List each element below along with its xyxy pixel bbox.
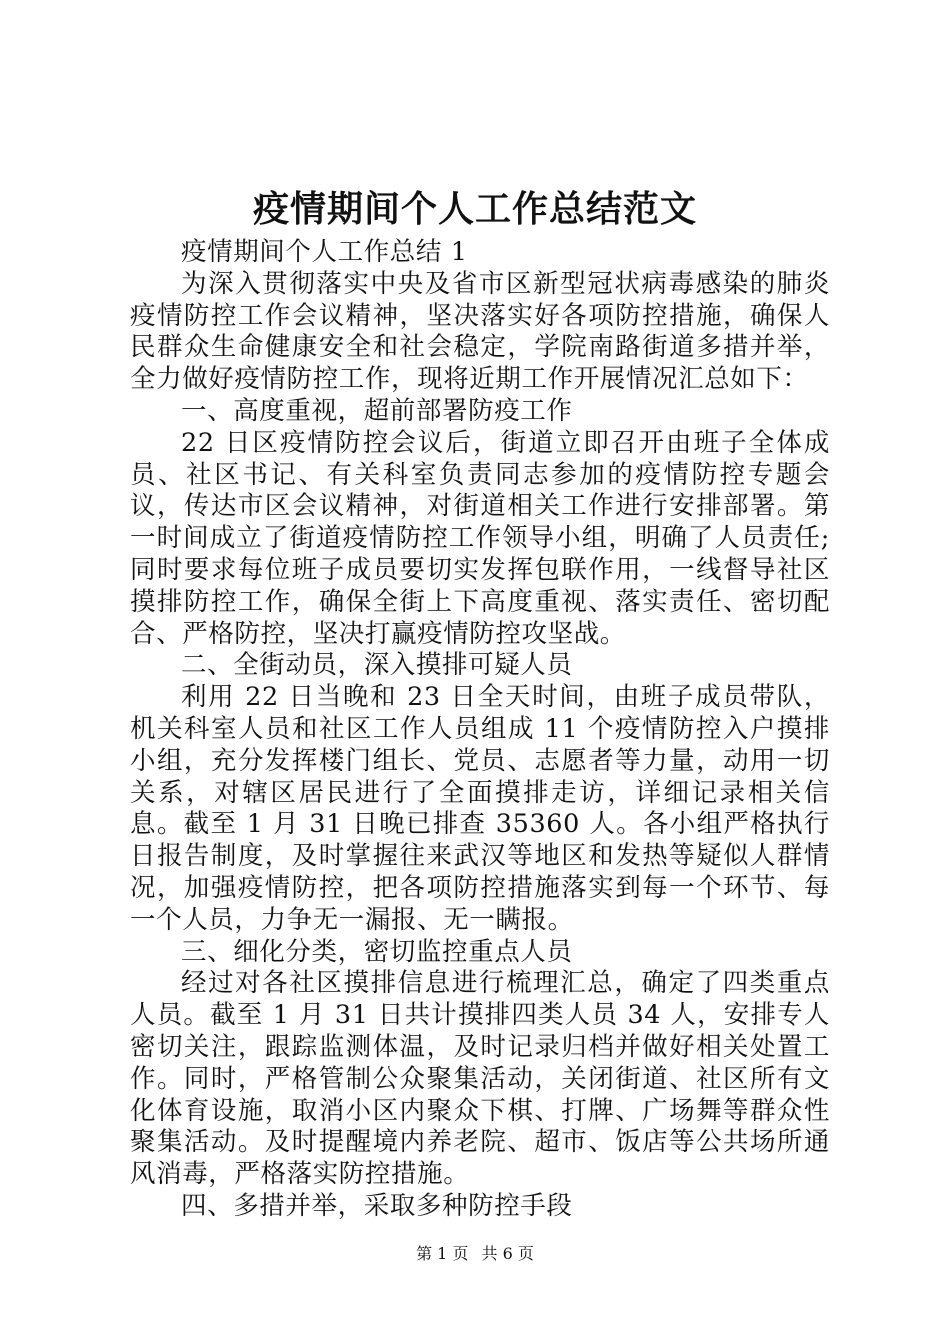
paragraph-three: 经过对各社区摸排信息进行梳理汇总，确定了四类重点人员。截至 1 月 31 日共计摸排四类人员 34 人，安排专人密切关注，跟踪监测体温，及时记录归档并做好相关处置工作。同时，严格管制公众聚集活动，关闭街道、社区所有文化体育设施，取消小区内聚众下棋、打牌、广场舞等群众性聚集活动。及时提醒境内养老院、超市、饭店等公共场所通风消毒，严格落实防控措施。 xyxy=(130,968,830,1190)
page-number: 第 1 页 xyxy=(416,1244,469,1263)
document-body xyxy=(130,237,830,1223)
page-total: 共 6 页 xyxy=(481,1244,534,1263)
paragraph-one: 22 日区疫情防控会议后，街道立即召开由班子全体成员、社区书记、有关科室负责同志参加的疫情防控专题会议，传达市区会议精神，对街道相关工作进行安排部署。第一时间成立了街道疫情防控工作领导小组，明确了人员责任;同时要求每位班子成员要切实发挥包联作用，一线督导社区摸排防控工作，确保全街上下高度重视、落实责任、密切配合、严格防控，坚决打赢疫情防控攻坚战。 xyxy=(130,427,830,649)
heading-three: 三、细化分类，密切监控重点人员 xyxy=(181,936,573,967)
section-subtitle: 疫情期间个人工作总结 1 xyxy=(181,237,468,267)
page-footer xyxy=(0,1243,950,1265)
heading-four: 四、多措并举，采取多种防控手段 xyxy=(181,1190,573,1221)
heading-one: 一、高度重视，超前部署防疫工作 xyxy=(181,395,573,426)
document-title: 疫情期间个人工作总结范文 xyxy=(252,188,697,230)
heading-two: 二、全街动员，深入摸排可疑人员 xyxy=(181,650,573,681)
intro-paragraph: 为深入贯彻落实中央及省市区新型冠状病毒感染的肺炎疫情防控工作会议精神，坚决落实好各项防控措施，确保人民群众生命健康安全和社会稳定，学院南路街道多措并举，全力做好疫情防控工作，现将近期工作开展情况汇总如下： xyxy=(130,268,830,395)
paragraph-two: 利用 22 日当晚和 23 日全天时间，由班子成员带队，机关科室人员和社区工作人员组成 11 个疫情防控入户摸排小组，充分发挥楼门组长、党员、志愿者等力量，动用一切关系，对辖区居民进行了全面摸排走访，详细记录相关信息。截至 1 月 31 日晚已排查 35360 人。各小组严格执行日报告制度，及时掌握往来武汉等地区和发热等疑似人群情况，加强疫情防控，把各项防控措施落实到每一个环节、每一个人员，力争无一漏报、无一瞒报。 xyxy=(130,682,830,935)
